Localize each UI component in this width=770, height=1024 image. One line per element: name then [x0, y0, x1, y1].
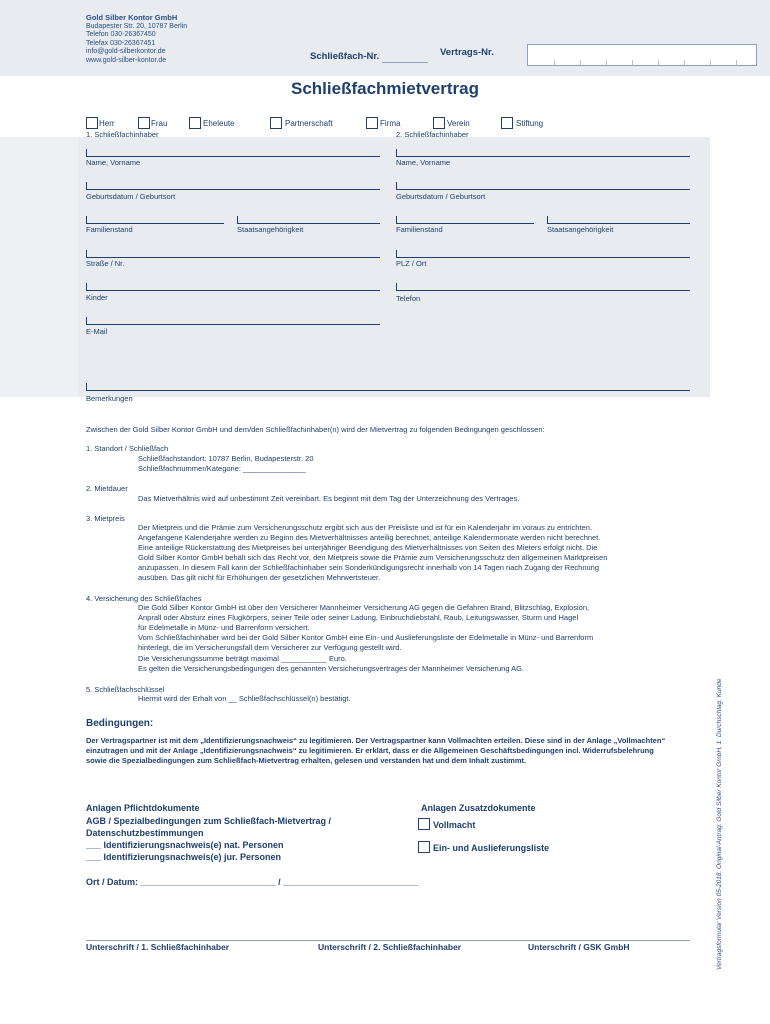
- section-4-line-3: für Edelmetalle in Münz- und Barrenform versichert.: [138, 623, 310, 632]
- holder-1-birth-field[interactable]: [86, 189, 380, 190]
- safe-number-label: Schließfach-Nr.: [310, 51, 380, 62]
- contract-number-label: Vertrags-Nr.: [440, 47, 494, 58]
- checkbox-eheleute[interactable]: [189, 117, 201, 129]
- mandatory-attachments-heading: Anlagen Pflichtdokumente: [86, 803, 200, 813]
- email-label: E-Mail: [86, 327, 108, 336]
- holder-1-birth-label: Geburtsdatum / Geburtsort: [86, 192, 176, 201]
- email-field[interactable]: [86, 324, 380, 325]
- holder-1-name-label: Name, Vorname: [86, 158, 141, 167]
- label-partnerschaft: Partnerschaft: [285, 119, 333, 128]
- section-5-heading: 5. Schließfachschlüssel: [86, 685, 165, 694]
- section-2-line-1: Das Mietverhältnis wird auf unbestimmt Zeit vereinbart. Es beginnt mit dem Tag der Unterzeichnung des Vertrages.: [138, 494, 520, 503]
- company-web: www.gold-silber-kontor.de: [86, 56, 167, 64]
- company-fax: Telefax 030-26367451: [86, 39, 156, 47]
- section-3-line-4: Gold Silber Kontor GmbH behält sich das Recht vor, den Mietpreis sowie die Prämie zum Versicherungsschutz den allgemeinen Marktpreisen: [138, 553, 608, 562]
- left-band: [0, 137, 78, 397]
- holder-2-nationality-label: Staatsangehörigkeit: [547, 225, 614, 234]
- phone-field[interactable]: [396, 290, 690, 291]
- form-band: [78, 137, 710, 397]
- mandatory-attachment-2: Datenschutzbestimmungen: [86, 828, 204, 838]
- section-2-heading: 2. Mietdauer: [86, 484, 128, 493]
- children-label: Kinder: [86, 293, 108, 302]
- section-4-line-2: Anprall oder Absturz eines Flugkörpers, seiner Teile oder seiner Ladung, Einbruchdiebstahl, Raub, Leitungswasser, Sturm und Hagel: [138, 613, 579, 622]
- holder-2-name-field[interactable]: [396, 156, 690, 157]
- section-3-line-2: Angefangene Kalenderjahre werden zu Beginn des Mietverhältnisses anteilig berechnet, anteilige Kalendermonate werden nicht berechnet.: [138, 533, 601, 542]
- label-eheleute: Eheleute: [203, 119, 235, 128]
- section-1-heading: 1. Standort / Schließfach: [86, 444, 169, 453]
- signature-line: [86, 940, 690, 941]
- signature-holder-1[interactable]: Unterschrift / 1. Schließfachinhaber: [86, 942, 230, 952]
- intro-text: Zwischen der Gold Silber Kontor GmbH und dem/den Schließfachinhaber(n) wird der Mietvertrag zu folgenden Bedingungen geschlossen:: [86, 425, 545, 434]
- holder-2-family-field[interactable]: [396, 223, 534, 224]
- section-3-line-6: ausüben. Das gilt nicht für Erhöhungen der gesetzlichen Mehrwertsteuer.: [138, 573, 381, 582]
- holder-1-family-label: Familienstand: [86, 225, 133, 234]
- checkbox-stiftung[interactable]: [501, 117, 513, 129]
- section-4-heading: 4. Versicherung des Schließfaches: [86, 594, 202, 603]
- label-frau: Frau: [151, 119, 168, 128]
- children-field[interactable]: [86, 290, 380, 291]
- holder-2-family-label: Familienstand: [396, 225, 443, 234]
- section-4-line-1: Die Gold Silber Kontor GmbH ist über den Versicherer Mannheimer Versicherung AG gegen die Gefahren Brand, Blitzschlag, Explosion,: [138, 603, 590, 612]
- section-3-line-1: Der Mietpreis und die Prämie zum Versicherungsschutz ergibt sich aus der Preisliste und ist für ein Kalenderjahr im voraus zu entrichten.: [138, 523, 592, 532]
- holder-2-birth-field[interactable]: [396, 189, 690, 190]
- label-delivery-list: Ein- und Auslieferungsliste: [433, 843, 550, 853]
- label-stiftung: Stiftung: [516, 119, 544, 128]
- label-vollmacht: Vollmacht: [433, 820, 476, 830]
- holder-1-name-field[interactable]: [86, 156, 380, 157]
- conditions-heading: Bedingungen:: [86, 718, 154, 729]
- checkbox-vollmacht[interactable]: [418, 818, 430, 830]
- phone-label: Telefon: [396, 294, 421, 303]
- safe-number-field[interactable]: [382, 62, 428, 63]
- section-4-line-7: Es gelten die Versicherungsbedingungen des genannten Versicherungsvertrages der Mannheimer Versicherung AG.: [138, 664, 525, 673]
- checkbox-verein[interactable]: [433, 117, 445, 129]
- checkbox-herr[interactable]: [86, 117, 98, 129]
- mandatory-attachment-4: ___ Identifizierungsnachweis(e) jur. Personen: [86, 852, 282, 862]
- label-herr: Herr: [99, 119, 115, 128]
- street-label: Straße / Nr.: [86, 259, 125, 268]
- section-3-line-3: Eine anteilige Rückerstattung des Mietpreises bei unterjähriger Beendigung des Mietverhältnisses von Seiten des Mieters erfolgt nicht. Die: [138, 543, 598, 552]
- company-info: [86, 14, 187, 66]
- holder-2-birth-label: Geburtsdatum / Geburtsort: [396, 192, 486, 201]
- checkbox-frau[interactable]: [138, 117, 150, 129]
- section-3-heading: 3. Mietpreis: [86, 514, 125, 523]
- place-date-field[interactable]: Ort / Datum: ___________________________ / ___________________________: [86, 877, 419, 887]
- zip-field[interactable]: [396, 257, 690, 258]
- holder-2-name-label: Name, Vorname: [396, 158, 451, 167]
- checkbox-partnerschaft[interactable]: [270, 117, 282, 129]
- street-field[interactable]: [86, 257, 380, 258]
- contract-number-field[interactable]: [527, 44, 757, 66]
- section-1-line-1: Schließfachstandort: 10787 Berlin, Budapesterstr. 20: [138, 454, 314, 463]
- section-4-line-4: Vom Schließfachinhaber wird bei der Gold Silber Kontor GmbH eine Ein- und Auslieferungsliste der Edelmetalle in Münz- und Barrenform: [138, 633, 594, 642]
- holder-2-nationality-field[interactable]: [547, 223, 690, 224]
- section-4-line-5: hinterlegt, die im Versicherungsfall dem Versicherer zur Verfügung gestellt wird.: [138, 643, 402, 652]
- section-3-line-5: anzupassen. In diesem Fall kann der Schließfachinhaber sein Sonderkündigungsrecht innerhalb von 14 Tagen nach Zugang der Rechnung: [138, 563, 600, 572]
- label-verein: Verein: [447, 119, 470, 128]
- signature-gsk[interactable]: Unterschrift / GSK GmbH: [528, 942, 630, 952]
- conditions-text: Der Vertragspartner ist mit dem „Identifizierungsnachweis“ zu legitimieren. Der Vertragspartner kann Vollmachten erteilen. Diese sind in der Anlage „Vollmachten“ einzutragen und mit der Anlage „Identifizierungsnachweis“ zu legitimieren. Er erklärt, dass er die Allgemeinen Geschäftsbedingungen incl. Widerrufsbelehrung sowie die Spezialbedingungen zum Schließfach-Mietvertrag erhalten, gelesen und verstanden hat und dem Inhalt zustimmt.: [86, 736, 666, 765]
- side-version-note: Vertragsformular Version 05-2018, Original-Antrag: Gold Silber Kontor GmbH, 1. Durchschlag: Kunde: [716, 678, 723, 970]
- holder-1-nationality-field[interactable]: [237, 223, 380, 224]
- company-address: Budapester Str. 20, 10787 Berlin: [86, 22, 188, 30]
- checkbox-firma[interactable]: [366, 117, 378, 129]
- company-name: Gold Silber Kontor GmbH: [86, 13, 178, 22]
- zip-label: PLZ / Ort: [396, 259, 427, 268]
- section-1-line-2: Schließfachnummer/Kategorie: _______________: [138, 464, 306, 473]
- section-5-line-1: Hiermit wird der Erhalt von __ Schließfachschlüssel(n) bestätigt.: [138, 694, 351, 703]
- signature-holder-2[interactable]: Unterschrift / 2. Schließfachinhaber: [318, 942, 462, 952]
- company-email: info@gold-silberkontor.de: [86, 48, 166, 56]
- remarks-label: Bemerkungen: [86, 394, 133, 403]
- holder-1-heading: 1. Schließfachinhaber: [86, 130, 159, 139]
- holder-2-heading: 2. Schließfachinhaber: [396, 130, 469, 139]
- company-phone: Telefon 030-26367450: [86, 31, 156, 39]
- checkbox-delivery-list[interactable]: [418, 841, 430, 853]
- mandatory-attachment-1: AGB / Spezialbedingungen zum Schließfach-Mietvertrag /: [86, 816, 332, 826]
- page-title: Schließfachmietvertrag: [290, 79, 479, 98]
- mandatory-attachment-3: ___ Identifizierungsnachweis(e) nat. Personen: [86, 840, 284, 850]
- remarks-field[interactable]: [86, 390, 690, 391]
- section-4-line-6: Die Versicherungssumme beträgt maximal ___________ Euro.: [138, 654, 347, 663]
- label-firma: Firma: [380, 119, 401, 128]
- holder-1-nationality-label: Staatsangehörigkeit: [237, 225, 304, 234]
- holder-1-family-field[interactable]: [86, 223, 224, 224]
- additional-attachments-heading: Anlagen Zusatzdokumente: [421, 803, 536, 813]
